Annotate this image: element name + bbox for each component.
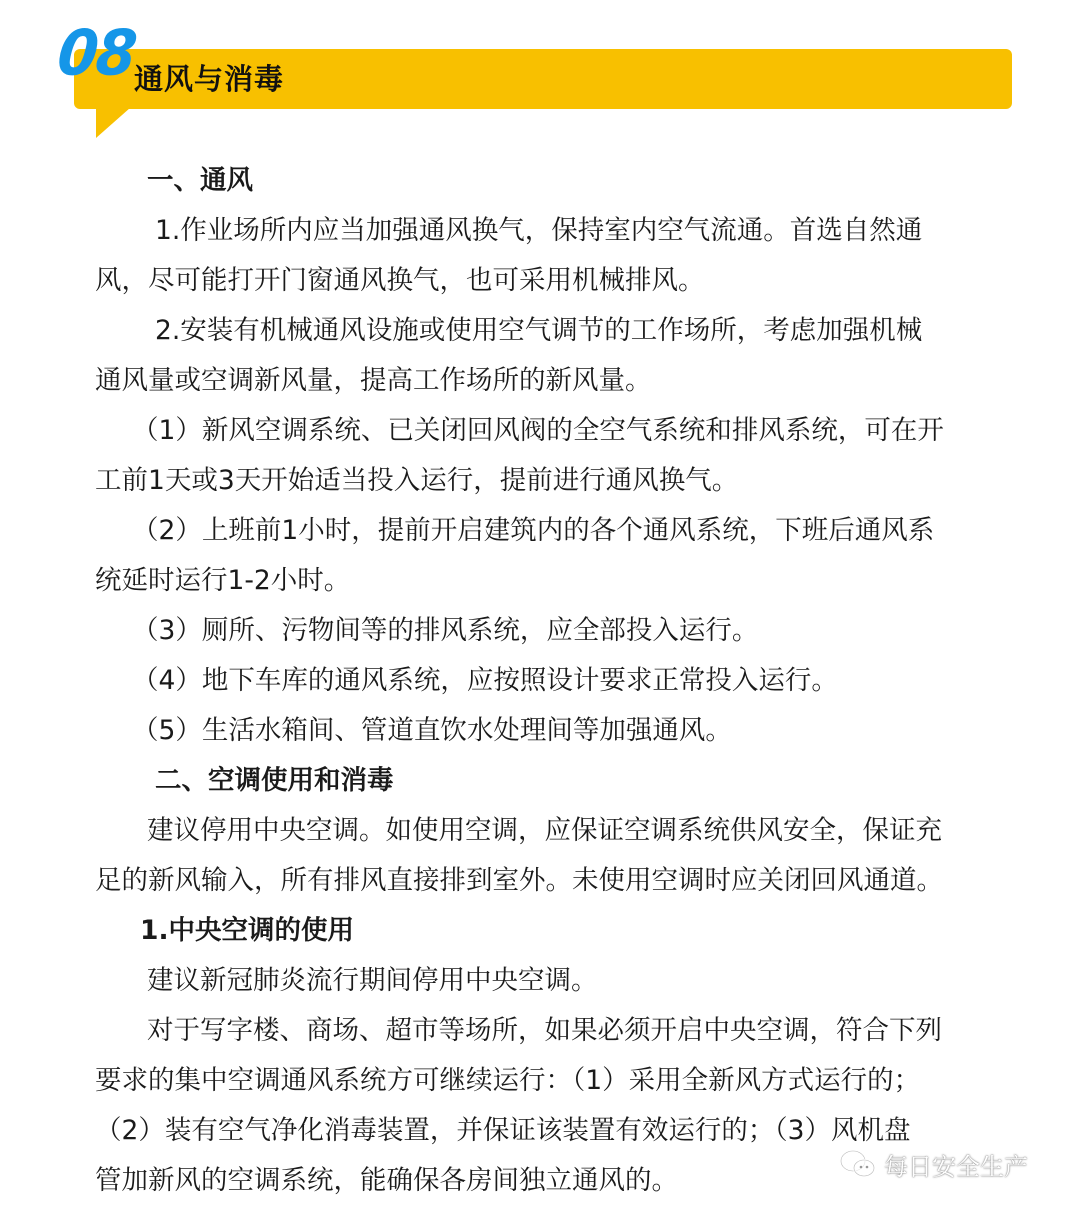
watermark: [838, 1146, 1028, 1182]
watermark-text: 每日安全生产: [884, 1152, 1028, 1181]
subheading-central-ac: 1.中央空调的使用: [140, 915, 355, 946]
paragraph-line: （1）新风空调系统、已关闭回风阀的全空气系统和排风系统，可在开: [132, 415, 944, 446]
paragraph-line: 1.作业场所内应当加强通风换气，保持室内空气流通。首选自然通: [155, 215, 923, 246]
paragraph-line: 工前1天或3天开始适当投入运行，提前进行通风换气。: [95, 465, 739, 496]
paragraph-line: （4）地下车库的通风系统，应按照设计要求正常投入运行。: [132, 665, 838, 696]
paragraph-line: 通风量或空调新风量，提高工作场所的新风量。: [95, 365, 652, 396]
paragraph-line: 要求的集中空调通风系统方可继续运行：（1）采用全新风方式运行的；: [95, 1065, 921, 1096]
heading-air-conditioning: 二、空调使用和消毒: [155, 765, 394, 796]
paragraph-line: （3）厕所、污物间等的排风系统，应全部投入运行。: [132, 615, 759, 646]
paragraph-line: （5）生活水箱间、管道直饮水处理间等加强通风。: [132, 715, 732, 746]
paragraph-line: 管加新风的空调系统，能确保各房间独立通风的。: [95, 1165, 678, 1196]
paragraph-line: 对于写字楼、商场、超市等场所，如果必须开启中央空调，符合下列: [147, 1015, 942, 1046]
paragraph-line: 足的新风输入，所有排风直接排到室外。未使用空调时应关闭回风通道。: [95, 865, 943, 896]
wechat-icon: [838, 1148, 878, 1180]
section-number: 08: [54, 16, 139, 90]
section-title: 通风与消毒: [134, 62, 285, 96]
banner-tail-decoration: [96, 108, 130, 138]
paragraph-line: 统延时运行1-2小时。: [95, 565, 351, 596]
paragraph-line: 2.安装有机械通风设施或使用空气调节的工作场所，考虑加强机械: [155, 315, 923, 346]
paragraph-line: 风，尽可能打开门窗通风换气，也可采用机械排风。: [95, 265, 705, 296]
paragraph-line: 建议停用中央空调。如使用空调，应保证空调系统供风安全，保证充: [147, 815, 942, 846]
paragraph-line: （2）装有空气净化消毒装置，并保证该装置有效运行的；（3）风机盘: [95, 1115, 911, 1146]
paragraph-line: （2）上班前1小时，提前开启建筑内的各个通风系统，下班后通风系: [132, 515, 935, 546]
heading-ventilation: 一、通风: [147, 165, 253, 196]
paragraph-line: 建议新冠肺炎流行期间停用中央空调。: [147, 965, 598, 996]
